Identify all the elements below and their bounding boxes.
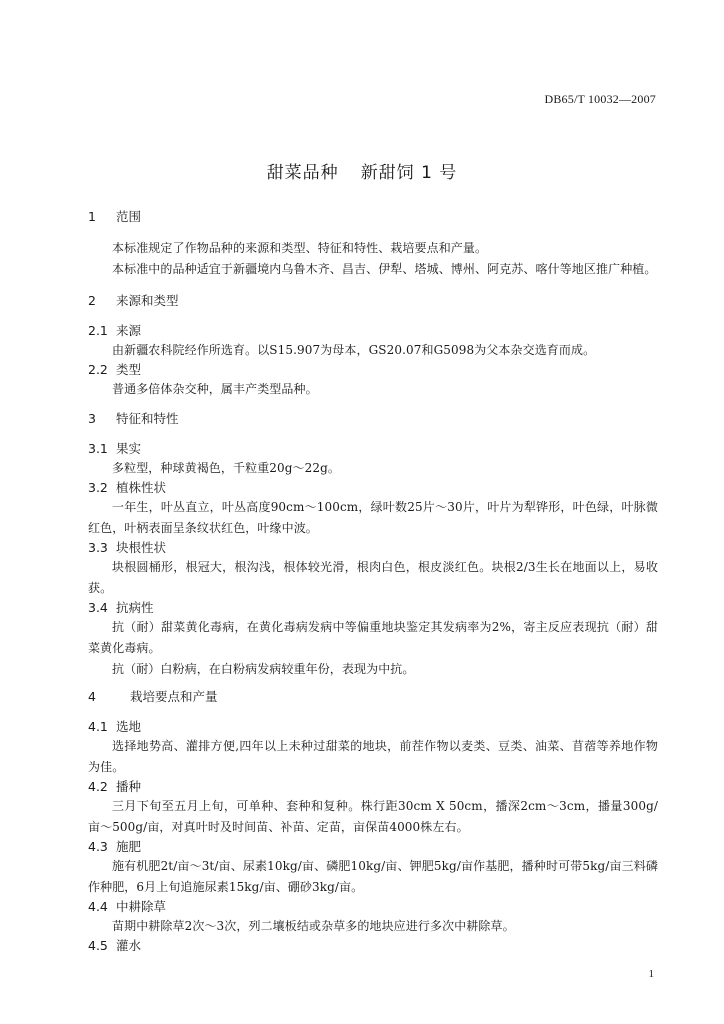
paragraph: 一年生，叶丛直立，叶丛高度90cm～100cm，绿叶数25片～30片，叶片为犁铧形，叶色绿，叶脉微红色，叶柄表面呈条纹状红色，叶缘中波。 — [88, 500, 658, 535]
paragraph: 本标准中的品种适宜于新疆境内乌鲁木齐、昌吉、伊犁、塔城、博州、阿克苏、喀什等地区推广种植。 — [112, 262, 657, 276]
subsection-heading: 3.3 块根性状 — [88, 540, 167, 555]
subsection-heading: 3.2 植株性状 — [88, 480, 167, 495]
paragraph: 普通多倍体杂交种，属丰产类型品种。 — [112, 382, 318, 396]
paragraph: 选择地势高、灌排方便,四年以上未种过甜菜的地块，前茬作物以麦类、豆类、油菜、苜蓿等养地作物为佳。 — [88, 739, 658, 774]
subsection-heading: 3.1 果实 — [88, 441, 142, 456]
subsection-heading: 3.4 抗病性 — [88, 600, 154, 615]
subsection-heading: 4.5 灌水 — [88, 938, 142, 953]
title-part-2: 新甜饲 1 号 — [360, 163, 458, 183]
standard-code: DB65/T 10032—2007 — [544, 92, 656, 106]
page-number: 1 — [648, 968, 654, 980]
paragraph: 抗（耐）白粉病，在白粉病发病较重年份，表现为中抗。 — [112, 662, 415, 676]
paragraph: 多粒型，种球黄褐色，千粒重20g～22g。 — [112, 461, 341, 475]
subsection-heading: 2.1 来源 — [88, 323, 142, 338]
subsection-heading: 4.4 中耕除草 — [88, 899, 167, 914]
section-heading: 2 来源和类型 — [88, 293, 179, 308]
paragraph: 块根圆桶形，根冠大，根沟浅，根体较光滑，根肉白色，根皮淡红色。块根2/3生长在地面以上，易收获。 — [88, 560, 658, 595]
subsection-heading: 4.3 施肥 — [88, 839, 142, 854]
paragraph: 苗期中耕除草2次～3次，列二壤板结或杂草多的地块应进行多次中耕除草。 — [112, 919, 515, 933]
paragraph: 由新疆农科院经作所选育。以S15.907为母本，GS20.07和G5098为父本杂交选育而成。 — [112, 343, 596, 357]
paragraph: 本标准规定了作物品种的来源和类型、特征和特性、栽培要点和产量。 — [112, 241, 488, 255]
document-body — [88, 208, 658, 955]
document-title — [0, 158, 724, 183]
subsection-heading: 4.2 播种 — [88, 779, 142, 794]
section-heading: 3 特征和特性 — [88, 411, 179, 426]
paragraph: 施有机肥2t/亩～3t/亩、尿素10kg/亩、磷肥10kg/亩、钾肥5kg/亩作基肥，播种时可带5kg/亩三料磷作种肥，6月上旬追施尿素15kg/亩、硼砂3kg/亩。 — [88, 859, 658, 894]
subsection-heading: 2.2 类型 — [88, 362, 142, 377]
section-heading: 1 范围 — [88, 209, 142, 224]
paragraph: 抗（耐）甜菜黄化毒病，在黄化毒病发病中等偏重地块鉴定其发病率为2%，寄主反应表现抗（耐）甜菜黄化毒病。 — [88, 620, 658, 655]
title-part-1: 甜菜品种 — [266, 163, 339, 183]
section-heading: 4 栽培要点和产量 — [88, 689, 218, 704]
subsection-heading: 4.1 选地 — [88, 719, 142, 734]
paragraph: 三月下旬至五月上旬，可单种、套种和复种。株行距30cm X 50cm，播深2cm～3cm，播量300g/亩～500g/亩，对真叶时及时间苗、补苗、定苗，亩保苗4000株左右。 — [88, 799, 658, 834]
